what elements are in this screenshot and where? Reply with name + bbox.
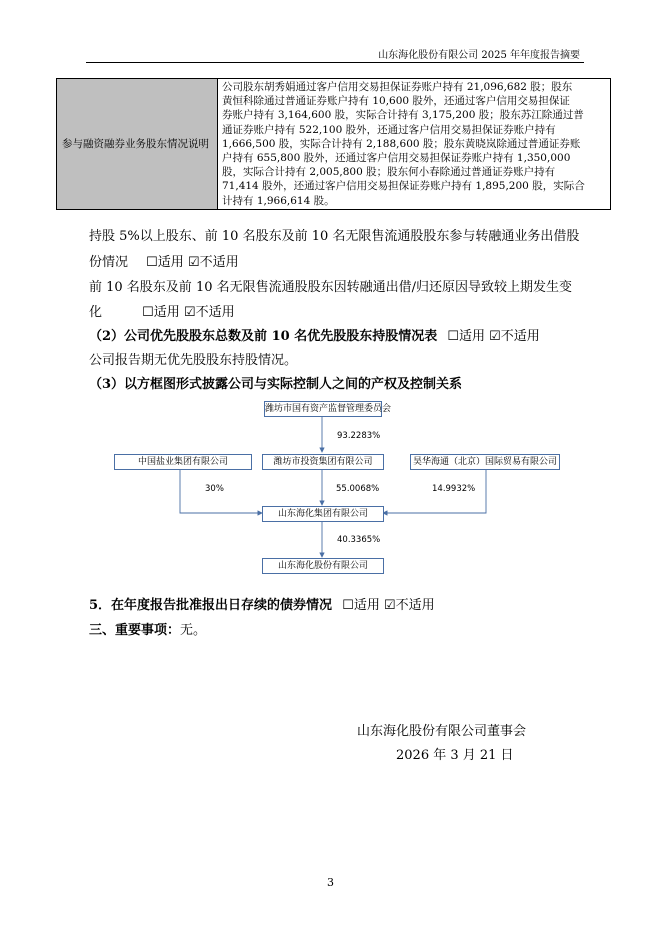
bonds-options: ☐适用 ☑不适用 (342, 598, 435, 613)
percent-sasac: 93.2283% (337, 431, 381, 441)
important-body: 无。 (180, 623, 207, 638)
signature-date: 2026 年 3 月 21 日 (396, 748, 514, 763)
table-line: 1,666,500 股，实际合计持有 2,188,600 股；股东黄晓岚除通过普通证券账 (222, 137, 581, 150)
preferred-title: （2）公司优先股股东总数及前 10 名优先股股东持股情况表 (89, 329, 438, 344)
lending-line-1: 持股 5%以上股东、前 10 名股东及前 10 名无限售流通股股东参与转融通业务出借股 (89, 229, 580, 244)
table-line: 公司股东胡秀娟通过客户信用交易担保证券账户持有 21,096,682 股；股东 (222, 81, 573, 93)
entity-haohua-haitong: 昊华海通（北京）国际贸易有限公司 (410, 454, 560, 470)
percent-china-salt: 30% (205, 484, 224, 494)
table-line: 黄恒科除通过普通证券账户持有 10,600 股外，还通过客户信用交易担保证 (222, 95, 570, 108)
table-line: 计持有 1,966,614 股。 (222, 194, 335, 207)
entity-weifang-investment: 潍坊市投资集团有限公司 (262, 454, 384, 470)
entity-china-salt: 中国盐业集团有限公司 (114, 454, 252, 470)
lending-line-3: 前 10 名股东及前 10 名无限售流通股股东因转融通出借/归还原因导致较上期发生变 (89, 280, 572, 295)
table-line: 户持有 655,800 股外，还通过客户信用交易担保证券账户持有 1,350,000 (222, 152, 571, 165)
preferred-body: 公司报告期无优先股股东持股情况。 (89, 353, 298, 368)
percent-haohua-haitong: 14.9932% (432, 484, 476, 494)
table-line: 通证券账户持有 522,100 股外，还通过客户信用交易担保证券账户持有 (222, 123, 556, 136)
bonds-title: 5．在年度报告批准报出日存续的债券情况 (89, 598, 333, 613)
entity-haihua-group: 山东海化集团有限公司 (262, 506, 384, 522)
important-matters (89, 619, 206, 638)
percent-weifang-investment: 55.0068% (336, 484, 380, 494)
table-label: 参与融资融券业务股东情况说明 (57, 79, 218, 210)
lending-line-2-options: ☐适用 ☑不适用 (146, 255, 239, 270)
preferred-options: ☐适用 ☑不适用 (447, 329, 540, 344)
table-line: 股，实际合计持有 2,005,800 股；股东何小春除通过普通证券账户持有 (222, 166, 556, 179)
percent-haihua-group: 40.3365% (337, 535, 381, 545)
page-number: 3 (327, 876, 334, 889)
lending-line-4-options: ☐适用 ☑不适用 (142, 305, 235, 320)
page-header: 山东海化股份有限公司 2025 年年度报告摘要 (378, 50, 580, 61)
control-title: （3）以方框图形式披露公司与实际控制人之间的产权及控制关系 (89, 377, 463, 392)
important-title: 三、重要事项： (89, 623, 181, 638)
entity-haihua-company: 山东海化股份有限公司 (262, 558, 384, 574)
lending-line-2-text: 份情况 (89, 255, 129, 270)
signature-company: 山东海化股份有限公司董事会 (357, 724, 527, 739)
table-line: 券账户持有 3,164,600 股，实际合计持有 3,175,200 股；股东苏江除通过普 (222, 109, 584, 122)
bonds-heading (89, 594, 435, 613)
table-line: 71,414 股外，还通过客户信用交易担保证券账户持有 1,895,200 股，实际合 (222, 180, 585, 193)
entity-sasac: 潍坊市国有资产监督管理委员会 (264, 401, 382, 417)
lending-line-4-text: 化 (89, 305, 103, 320)
